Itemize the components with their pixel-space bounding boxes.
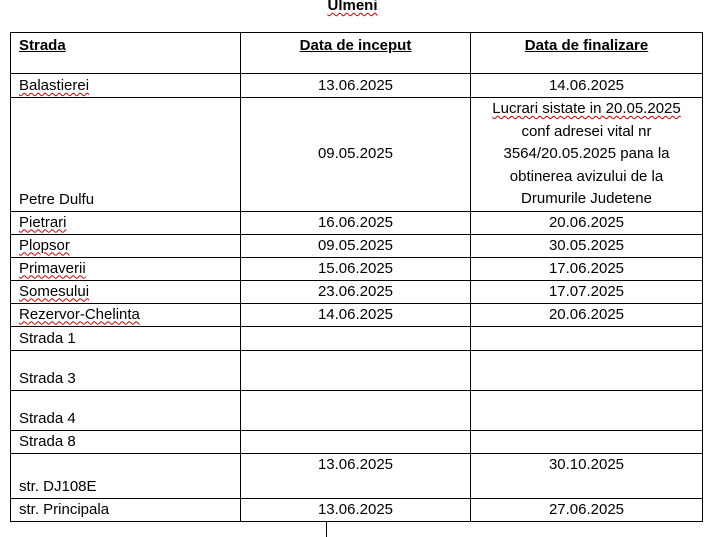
note-line: Drumurile Judetene	[521, 190, 652, 207]
cell-start: 16.06.2025	[241, 211, 471, 234]
cell-end: 30.05.2025	[471, 234, 703, 257]
cell-strada: str. DJ108E	[11, 453, 241, 498]
cell-start: 13.06.2025	[241, 74, 471, 98]
cell-strada: Strada 3	[11, 350, 241, 390]
text-cursor-mark	[326, 521, 327, 537]
cell-strada: Strada 8	[11, 430, 241, 453]
cell-end: 20.06.2025	[471, 211, 703, 234]
cell-end-note	[471, 98, 703, 212]
table-row	[11, 280, 703, 303]
note-line: obtinerea avizului de la	[509, 167, 664, 185]
cell-strada: Pietrari	[19, 213, 67, 231]
cell-end: 27.06.2025	[471, 498, 703, 521]
cell-start: 09.05.2025	[241, 234, 471, 257]
cell-end	[471, 326, 703, 350]
header-data-finalizare: Data de finalizare	[471, 33, 703, 74]
cell-end	[471, 430, 703, 453]
cell-start	[241, 390, 471, 430]
cell-start	[241, 350, 471, 390]
table-row	[11, 430, 703, 453]
cell-end: 17.06.2025	[471, 257, 703, 280]
cell-start: 09.05.2025	[241, 98, 471, 212]
cell-strada: str. Principala	[19, 500, 110, 518]
note-line: 3564/20.05.2025 pana la	[503, 145, 670, 162]
table-row	[11, 211, 703, 234]
cell-end: 30.10.2025	[471, 453, 703, 498]
cell-end	[471, 350, 703, 390]
document-title: Ulmeni	[327, 0, 378, 14]
header-strada: Strada	[11, 33, 241, 74]
schedule-table	[10, 32, 703, 522]
cell-start	[241, 326, 471, 350]
cell-strada: Somesului	[19, 282, 90, 300]
cell-strada: Rezervor-Chelinta	[19, 305, 140, 323]
table-header-row	[11, 33, 703, 74]
table-row	[11, 74, 703, 98]
cell-start: 14.06.2025	[241, 303, 471, 326]
table-row	[11, 390, 703, 430]
cell-end	[471, 390, 703, 430]
cell-start: 13.06.2025	[241, 498, 471, 521]
cell-start: 23.06.2025	[241, 280, 471, 303]
table-row	[11, 326, 703, 350]
cell-start	[241, 430, 471, 453]
note-line: conf adresei vital nr	[521, 122, 652, 140]
table-row	[11, 453, 703, 498]
table-row	[11, 350, 703, 390]
header-data-inceput: Data de inceput	[241, 33, 471, 74]
cell-strada: Plopsor	[19, 236, 70, 254]
cell-strada: Strada 4	[11, 390, 241, 430]
table-row	[11, 498, 703, 521]
cell-end: 20.06.2025	[471, 303, 703, 326]
cell-start: 13.06.2025	[241, 453, 471, 498]
table-row	[11, 303, 703, 326]
table-row	[11, 98, 703, 212]
cell-strada: Petre Dulfu	[11, 98, 241, 212]
cell-strada: Balastierei	[19, 77, 90, 94]
cell-strada: Primaverii	[19, 259, 86, 277]
table-row	[11, 257, 703, 280]
cell-end: 17.07.2025	[471, 280, 703, 303]
cell-start: 15.06.2025	[241, 257, 471, 280]
cell-end: 14.06.2025	[471, 74, 703, 98]
note-line: Lucrari sistate in 20.05.2025	[492, 100, 681, 117]
cell-strada: Strada 1	[11, 326, 241, 350]
table-row	[11, 234, 703, 257]
